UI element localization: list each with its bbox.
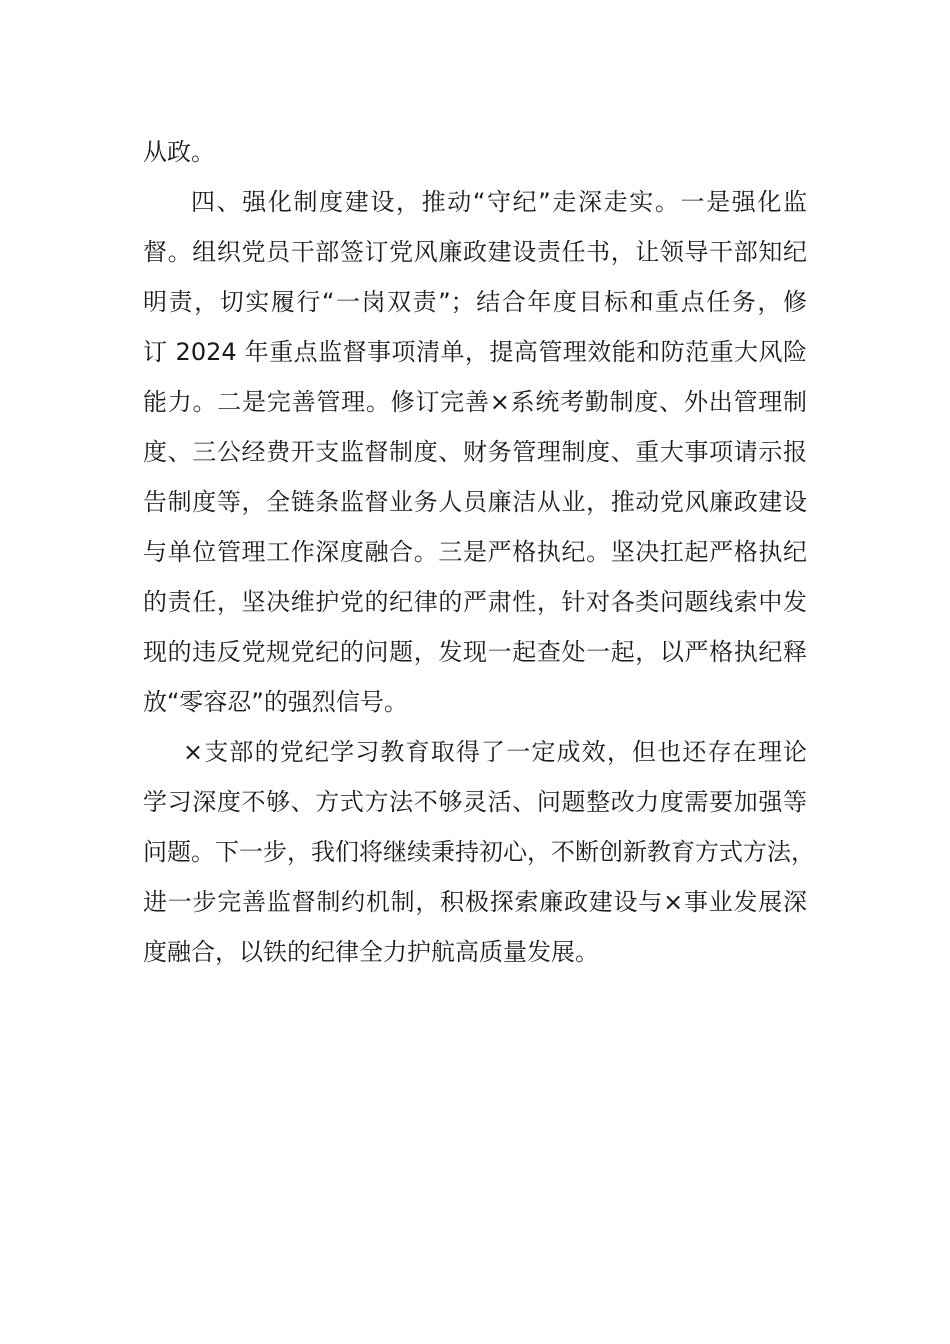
paragraph-1 bbox=[143, 127, 807, 177]
paragraph-line: 放“零容忍”的强烈信号。 bbox=[143, 688, 408, 716]
paragraph-line: 度、三公经费开支监督制度、财务管理制度、重大事项请示报 bbox=[143, 438, 807, 466]
paragraph-2 bbox=[143, 177, 807, 727]
paragraph-line: 现的违反党规党纪的问题，发现一起查处一起，以严格执纪释 bbox=[143, 638, 807, 666]
paragraph-line: 的责任，坚决维护党的纪律的严肃性，针对各类问题线索中发 bbox=[143, 588, 807, 616]
paragraph-line: 能力。二是完善管理。修订完善×系统考勤制度、外出管理制 bbox=[143, 388, 807, 416]
paragraph-line: 督。组织党员干部签订党风廉政建设责任书，让领导干部知纪 bbox=[143, 238, 807, 266]
paragraph-line: ×支部的党纪学习教育取得了一定成效，但也还存在理论 bbox=[183, 738, 807, 766]
paragraph-line: 订 2024 年重点监督事项清单，提高管理效能和防范重大风险 bbox=[143, 338, 807, 366]
paragraph-line: 度融合，以铁的纪律全力护航高质量发展。 bbox=[143, 938, 599, 966]
paragraph-3 bbox=[143, 727, 815, 977]
paragraph-line: 从政。 bbox=[143, 138, 215, 166]
paragraph-line: 与单位管理工作深度融合。三是严格执纪。坚决扛起严格执纪 bbox=[143, 538, 807, 566]
paragraph-line: 问题。下一步，我们将继续秉持初心，不断创新教育方式方法， bbox=[143, 838, 815, 866]
document-body bbox=[143, 127, 815, 977]
paragraph-line: 进一步完善监督制约机制，积极探索廉政建设与×事业发展深 bbox=[143, 888, 807, 916]
paragraph-line: 四、强化制度建设，推动“守纪”走深走实。一是强化监 bbox=[191, 188, 807, 216]
paragraph-line: 学习深度不够、方式方法不够灵活、问题整改力度需要加强等 bbox=[143, 788, 807, 816]
paragraph-line: 明责，切实履行“一岗双责”；结合年度目标和重点任务，修 bbox=[143, 288, 807, 316]
paragraph-line: 告制度等，全链条监督业务人员廉洁从业，推动党风廉政建设 bbox=[143, 488, 807, 516]
